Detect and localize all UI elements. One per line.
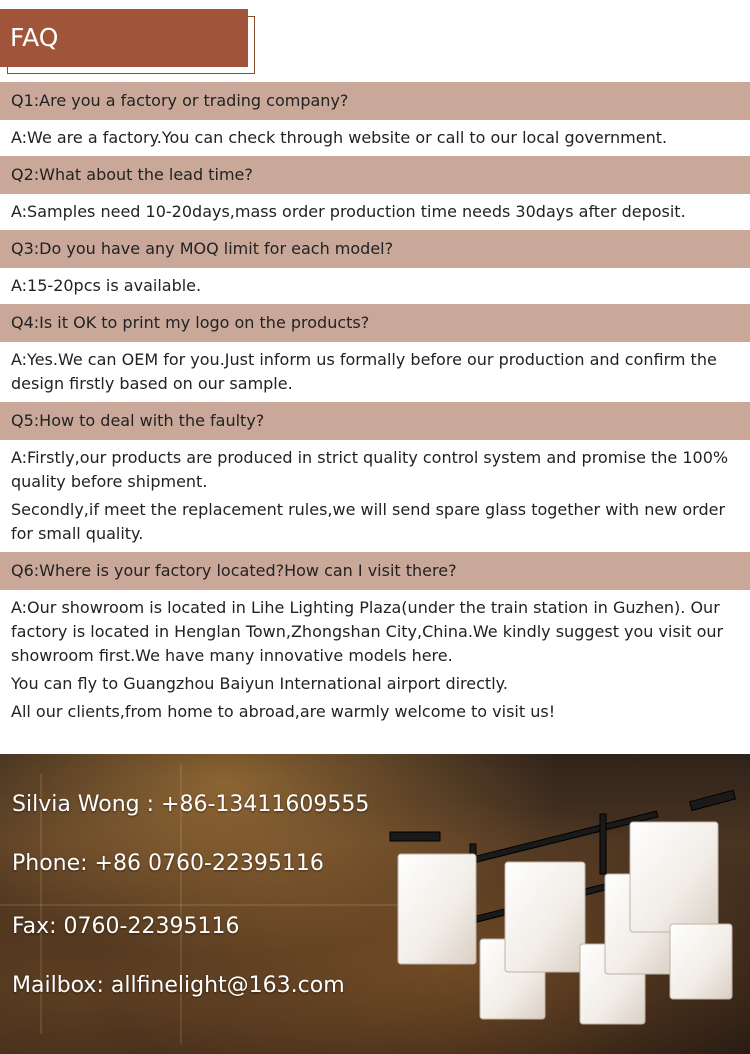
faq-header — [0, 0, 750, 82]
contact-silvia: Silvia Wong : +86-13411609555 — [12, 792, 370, 817]
faq-answer-1 — [0, 120, 750, 156]
faq-list — [0, 82, 750, 730]
faq-answer-2-text: A:Samples need 10-20days,mass order production time needs 30days after deposit. — [11, 202, 686, 221]
faq-question-1: Q1:Are you a factory or trading company? — [0, 82, 750, 120]
faq-question-4: Q4:Is it OK to print my logo on the products? — [0, 304, 750, 342]
faq-question-2: Q2:What about the lead time? — [0, 156, 750, 194]
faq-answer-1-text: A:We are a factory.You can check through website or call to our local government. — [11, 128, 668, 147]
faq-answer-4-text: A:Yes.We can OEM for you.Just inform us formally before our production and confirm the design firstly based on our sample. — [11, 350, 717, 393]
faq-answer-2 — [0, 194, 750, 230]
contact-mailbox: Mailbox: allfinelight@163.com — [12, 973, 345, 998]
faq-answer-3-text: A:15-20pcs is available. — [11, 276, 202, 295]
faq-answer-6-text-2: You can fly to Guangzhou Baiyun International airport directly. — [11, 674, 508, 693]
faq-answer-6-text-3: All our clients,from home to abroad,are warmly welcome to visit us! — [11, 702, 556, 721]
faq-answer-6-text-1: A:Our showroom is located in Lihe Lighting Plaza(under the train station in Guzhen). Our factory is located in Henglan Town,Zhongshan City,China.We kindly suggest you visit our showroom first.We have many innovative models here. — [11, 598, 724, 665]
faq-title: FAQ — [0, 9, 248, 67]
faq-question-5: Q5:How to deal with the faulty? — [0, 402, 750, 440]
contact-phone: Phone: +86 0760-22395116 — [12, 851, 324, 876]
faq-answer-5-text-1: A:Firstly,our products are produced in strict quality control system and promise the 100% quality before shipment. — [11, 448, 729, 491]
faq-question-3: Q3:Do you have any MOQ limit for each model? — [0, 230, 750, 268]
contact-fax: Fax: 0760-22395116 — [12, 914, 240, 939]
faq-answer-4 — [0, 342, 750, 402]
faq-answer-5-text-2: Secondly,if meet the replacement rules,we will send spare glass together with new order for small quality. — [11, 500, 726, 543]
faq-question-6: Q6:Where is your factory located?How can I visit there? — [0, 552, 750, 590]
faq-answer-6 — [0, 590, 750, 730]
faq-answer-5 — [0, 440, 750, 552]
faq-answer-3 — [0, 268, 750, 304]
contact-banner — [0, 754, 750, 1054]
